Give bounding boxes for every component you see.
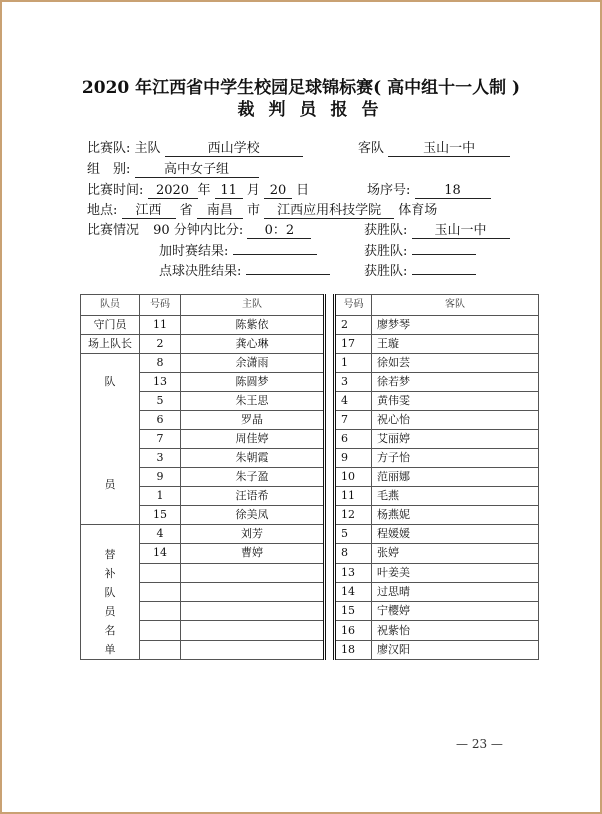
home-number xyxy=(140,582,181,601)
home-number: 9 xyxy=(140,468,181,487)
away-number: 13 xyxy=(335,563,372,582)
home-number: 8 xyxy=(140,354,181,373)
header-home-team: 主队 xyxy=(181,295,325,316)
score-value: 0：2 xyxy=(247,224,311,239)
away-number: 6 xyxy=(335,430,372,449)
time-label: 比赛时间: xyxy=(87,183,144,198)
group-label: 组 别: xyxy=(87,162,131,177)
page-number: — 23 — xyxy=(456,737,503,751)
table-row xyxy=(81,640,539,659)
winner-line xyxy=(364,219,510,239)
table-divider xyxy=(325,335,335,354)
home-number: 11 xyxy=(140,316,181,335)
home-number: 7 xyxy=(140,430,181,449)
day-value: 20 xyxy=(264,184,292,199)
away-player: 徐如芸 xyxy=(372,354,539,373)
away-player: 毛燕 xyxy=(372,487,539,506)
away-number: 2 xyxy=(335,316,372,335)
table-row xyxy=(81,392,539,411)
away-player: 叶姜美 xyxy=(372,563,539,582)
substitutes-label-char: 队 xyxy=(104,586,116,599)
away-number: 9 xyxy=(335,449,372,468)
year-unit: 年 xyxy=(197,183,211,198)
year-value: 2020 xyxy=(148,184,198,199)
substitutes-label-char: 补 xyxy=(104,567,116,580)
home-number xyxy=(140,640,181,659)
city-unit: 市 xyxy=(246,203,260,218)
table-divider xyxy=(325,449,335,468)
table-row xyxy=(81,335,539,354)
home-number xyxy=(140,602,181,621)
away-player: 程媛媛 xyxy=(372,525,539,544)
away-player: 张婷 xyxy=(372,544,539,563)
away-player: 过思晴 xyxy=(372,582,539,601)
home-number: 4 xyxy=(140,525,181,544)
role-goalkeeper: 守门员 xyxy=(81,316,140,335)
table-divider xyxy=(325,544,335,563)
table-row xyxy=(81,544,539,563)
province-value: 江西 xyxy=(122,204,176,219)
penalty-winner-value xyxy=(412,260,476,275)
away-player: 范丽娜 xyxy=(372,468,539,487)
month-unit: 月 xyxy=(246,183,260,198)
penalty-line xyxy=(159,260,330,279)
away-number: 12 xyxy=(335,506,372,525)
result-label: 比赛情况 xyxy=(87,223,140,238)
table-divider xyxy=(325,468,335,487)
home-player: 曹婷 xyxy=(181,544,325,563)
table-row xyxy=(81,373,539,392)
report-title: 2020 年江西省中学生校园足球锦标赛( 高中组十一人制 ) xyxy=(81,78,521,98)
extra-time-label: 加时赛结果: xyxy=(159,244,229,259)
home-number: 13 xyxy=(140,373,181,392)
away-number: 3 xyxy=(335,373,372,392)
home-player: 朱王思 xyxy=(181,392,325,411)
table-divider xyxy=(325,392,335,411)
month-value: 11 xyxy=(215,184,243,199)
table-row xyxy=(81,430,539,449)
home-player xyxy=(181,640,325,659)
away-number: 14 xyxy=(335,582,372,601)
home-player: 陈紫依 xyxy=(181,316,325,335)
away-label: 客队 xyxy=(358,141,385,156)
away-player: 王璇 xyxy=(372,335,539,354)
winner-label: 获胜队: xyxy=(364,223,408,238)
winner-value: 玉山一中 xyxy=(412,224,510,239)
table-divider xyxy=(325,316,335,335)
home-player: 汪语希 xyxy=(181,487,325,506)
table-divider xyxy=(325,373,335,392)
extra-time-line xyxy=(159,240,317,259)
role-players-bottom: 员 xyxy=(104,478,116,491)
penalty-winner-label: 获胜队: xyxy=(364,264,408,279)
home-number: 5 xyxy=(140,392,181,411)
penalty-winner-line xyxy=(364,260,476,279)
city-value: 南昌 xyxy=(197,204,243,219)
table-divider xyxy=(325,640,335,659)
away-player: 徐若梦 xyxy=(372,373,539,392)
home-player: 周佳婷 xyxy=(181,430,325,449)
home-player: 刘芳 xyxy=(181,525,325,544)
away-number: 10 xyxy=(335,468,372,487)
home-player: 罗晶 xyxy=(181,411,325,430)
table-row xyxy=(81,411,539,430)
away-number: 4 xyxy=(335,392,372,411)
away-number: 8 xyxy=(335,544,372,563)
role-players-top: 队 xyxy=(104,375,116,388)
result-line xyxy=(87,219,311,239)
penalty-label: 点球决胜结果: xyxy=(159,264,242,279)
table-row xyxy=(81,487,539,506)
time-line xyxy=(87,179,309,199)
header-role: 队员 xyxy=(81,295,140,316)
stadium-unit: 体育场 xyxy=(398,203,438,218)
venue-label: 地点: xyxy=(87,203,118,218)
away-number: 16 xyxy=(335,621,372,640)
header-away-number: 号码 xyxy=(335,295,372,316)
role-captain: 场上队长 xyxy=(81,335,140,354)
home-player xyxy=(181,582,325,601)
group-line xyxy=(87,158,259,178)
home-number: 15 xyxy=(140,506,181,525)
table-row xyxy=(81,449,539,468)
substitutes-label-char: 单 xyxy=(104,643,116,656)
away-player: 廖梦琴 xyxy=(372,316,539,335)
home-number: 6 xyxy=(140,411,181,430)
home-player xyxy=(181,602,325,621)
table-divider xyxy=(325,506,335,525)
home-player xyxy=(181,563,325,582)
away-number: 5 xyxy=(335,525,372,544)
home-player: 龚心琳 xyxy=(181,335,325,354)
role-substitutes xyxy=(81,525,140,660)
away-player: 黄伟雯 xyxy=(372,392,539,411)
table-divider xyxy=(325,602,335,621)
match-label: 比赛队: xyxy=(87,141,131,156)
header-away-team: 客队 xyxy=(372,295,539,316)
home-number: 3 xyxy=(140,449,181,468)
home-number: 2 xyxy=(140,335,181,354)
away-team-value: 玉山一中 xyxy=(388,142,510,157)
away-team-line xyxy=(358,137,510,157)
away-player: 宁樱婷 xyxy=(372,602,539,621)
home-number xyxy=(140,621,181,640)
extra-winner-value xyxy=(412,240,476,255)
sequence-line xyxy=(367,179,491,199)
home-player: 余潇雨 xyxy=(181,354,325,373)
away-player: 方子怡 xyxy=(372,449,539,468)
day-unit: 日 xyxy=(296,183,310,198)
penalty-value xyxy=(246,260,330,275)
ninety-label: 90 分钟内比分: xyxy=(153,223,244,238)
extra-winner-label: 获胜队: xyxy=(364,244,408,259)
table-divider xyxy=(325,582,335,601)
table-row xyxy=(81,506,539,525)
table-row xyxy=(81,316,539,335)
table-header-row xyxy=(81,295,539,316)
away-player: 祝紫怡 xyxy=(372,621,539,640)
table-row xyxy=(81,621,539,640)
table-divider xyxy=(325,563,335,582)
table-row xyxy=(81,354,539,373)
report-subtitle: 裁判员报告 xyxy=(237,100,393,120)
away-number: 1 xyxy=(335,354,372,373)
home-player: 陈圆梦 xyxy=(181,373,325,392)
home-number xyxy=(140,563,181,582)
away-number: 18 xyxy=(335,640,372,659)
home-player: 朱朝霞 xyxy=(181,449,325,468)
sequence-label: 场序号: xyxy=(367,183,411,198)
home-number: 14 xyxy=(140,544,181,563)
table-row xyxy=(81,563,539,582)
substitutes-label-char: 员 xyxy=(104,605,116,618)
roster-table xyxy=(80,294,539,660)
table-row xyxy=(81,582,539,601)
away-number: 11 xyxy=(335,487,372,506)
table-divider xyxy=(325,525,335,544)
away-number: 7 xyxy=(335,411,372,430)
away-number: 15 xyxy=(335,602,372,621)
home-player: 朱子盈 xyxy=(181,468,325,487)
away-player: 艾丽婷 xyxy=(372,430,539,449)
home-label: 主队 xyxy=(134,141,161,156)
extra-winner-line xyxy=(364,240,476,259)
away-player: 祝心怡 xyxy=(372,411,539,430)
header-home-number: 号码 xyxy=(140,295,181,316)
home-player xyxy=(181,621,325,640)
table-row xyxy=(81,602,539,621)
table-divider xyxy=(325,295,335,316)
table-divider xyxy=(325,621,335,640)
table-divider xyxy=(325,411,335,430)
away-player: 杨燕妮 xyxy=(372,506,539,525)
extra-time-value xyxy=(233,240,317,255)
match-teams-line xyxy=(87,137,303,157)
table-divider xyxy=(325,487,335,506)
home-team-value: 西山学校 xyxy=(165,142,303,157)
substitutes-label-char: 替 xyxy=(104,548,116,561)
table-divider xyxy=(325,354,335,373)
group-value: 高中女子组 xyxy=(135,163,259,178)
table-divider xyxy=(325,430,335,449)
province-unit: 省 xyxy=(179,203,193,218)
table-row xyxy=(81,468,539,487)
away-player: 廖汉阳 xyxy=(372,640,539,659)
home-player: 徐美凤 xyxy=(181,506,325,525)
venue-place-value: 江西应用科技学院 xyxy=(264,204,394,219)
role-players xyxy=(81,354,140,525)
substitutes-label-char: 名 xyxy=(104,624,116,637)
home-number: 1 xyxy=(140,487,181,506)
away-number: 17 xyxy=(335,335,372,354)
sequence-value: 18 xyxy=(415,184,491,199)
venue-line xyxy=(87,199,437,219)
table-row xyxy=(81,525,539,544)
